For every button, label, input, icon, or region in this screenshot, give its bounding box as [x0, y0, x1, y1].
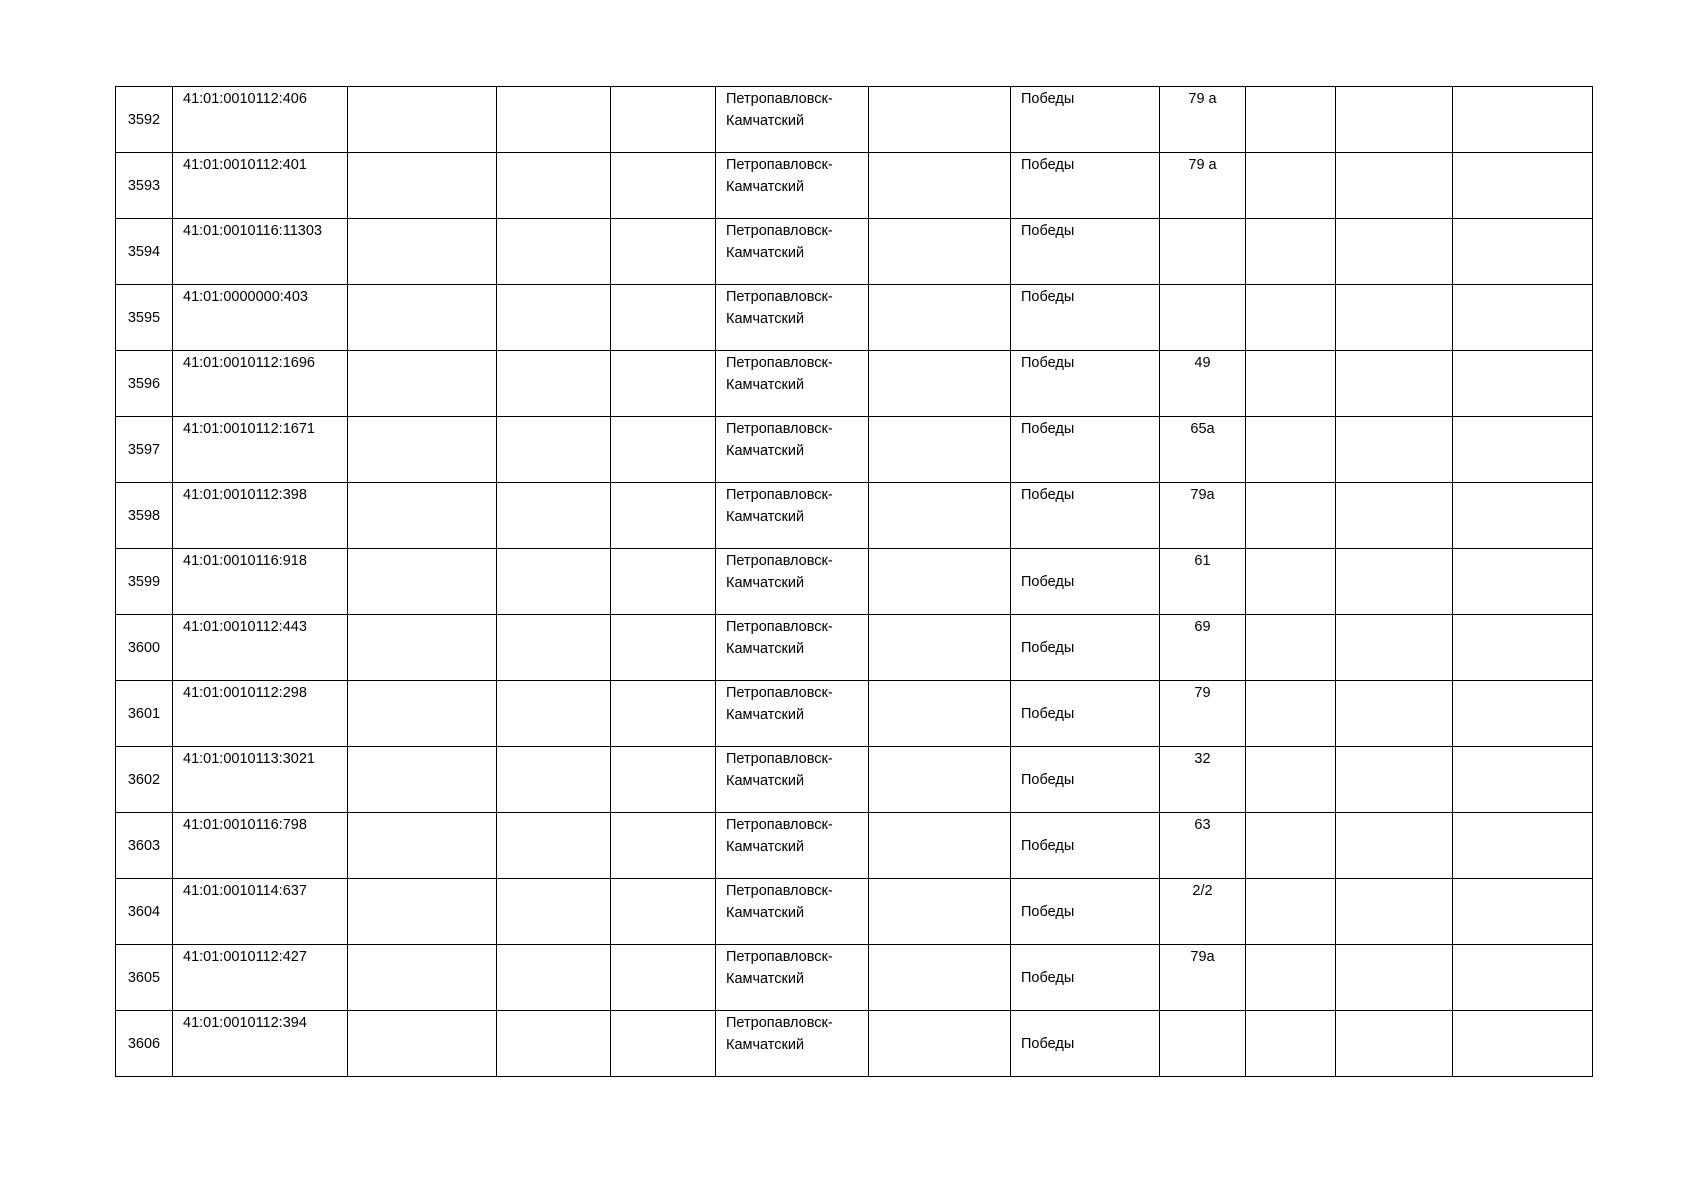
empty-cell [1453, 483, 1593, 549]
row-number-cell: 3605 [116, 945, 173, 1011]
city-name-line-2: Камчатский [726, 245, 805, 261]
city-name-line-2: Камчатский [726, 641, 805, 657]
table-row [116, 153, 1593, 219]
empty-cell [869, 615, 1011, 681]
city-name-line-1: Петропавловск- [726, 289, 833, 305]
empty-cell [1336, 615, 1453, 681]
house-number-cell: 79а [1160, 945, 1246, 1011]
house-number-cell: 63 [1160, 813, 1246, 879]
street-cell: Победы [1011, 483, 1160, 549]
empty-cell [1246, 285, 1336, 351]
empty-cell [1336, 285, 1453, 351]
cadastral-number-cell: 41:01:0010112:406 [173, 87, 348, 153]
city-cell [716, 1011, 869, 1077]
empty-cell [348, 945, 497, 1011]
city-name-line-1: Петропавловск- [726, 817, 833, 833]
house-number-cell: 79 [1160, 681, 1246, 747]
city-name-line-2: Камчатский [726, 377, 805, 393]
city-name-line-1: Петропавловск- [726, 421, 833, 437]
cadastral-number-cell: 41:01:0010114:637 [173, 879, 348, 945]
house-number-cell: 32 [1160, 747, 1246, 813]
empty-cell [1246, 945, 1336, 1011]
table-row [116, 879, 1593, 945]
table-row [116, 483, 1593, 549]
empty-cell [497, 615, 611, 681]
city-name-line-2: Камчатский [726, 311, 805, 327]
cadastral-number-cell: 41:01:0010116:11303 [173, 219, 348, 285]
row-number-cell: 3606 [116, 1011, 173, 1077]
empty-cell [497, 945, 611, 1011]
row-number-cell: 3600 [116, 615, 173, 681]
empty-cell [1246, 1011, 1336, 1077]
empty-cell [348, 747, 497, 813]
street-cell: Победы [1011, 615, 1160, 681]
empty-cell [1336, 417, 1453, 483]
empty-cell [611, 1011, 716, 1077]
empty-cell [1336, 945, 1453, 1011]
empty-cell [1336, 87, 1453, 153]
empty-cell [1453, 1011, 1593, 1077]
table-row [116, 681, 1593, 747]
empty-cell [1336, 219, 1453, 285]
city-cell [716, 87, 869, 153]
empty-cell [869, 483, 1011, 549]
empty-cell [497, 747, 611, 813]
city-name-line-2: Камчатский [726, 443, 805, 459]
cadastral-number-cell: 41:01:0000000:403 [173, 285, 348, 351]
empty-cell [869, 285, 1011, 351]
cadastral-number-cell: 41:01:0010112:394 [173, 1011, 348, 1077]
table-row [116, 747, 1593, 813]
city-name-line-1: Петропавловск- [726, 949, 833, 965]
empty-cell [611, 747, 716, 813]
table-row [116, 285, 1593, 351]
house-number-cell: 65а [1160, 417, 1246, 483]
city-cell [716, 219, 869, 285]
street-cell: Победы [1011, 945, 1160, 1011]
row-number-cell: 3604 [116, 879, 173, 945]
street-cell: Победы [1011, 351, 1160, 417]
empty-cell [1246, 153, 1336, 219]
empty-cell [348, 879, 497, 945]
empty-cell [1453, 549, 1593, 615]
empty-cell [1453, 747, 1593, 813]
empty-cell [497, 879, 611, 945]
empty-cell [1453, 351, 1593, 417]
empty-cell [1453, 219, 1593, 285]
city-name-line-1: Петропавловск- [726, 685, 833, 701]
street-cell: Победы [1011, 1011, 1160, 1077]
empty-cell [611, 945, 716, 1011]
empty-cell [348, 417, 497, 483]
street-cell: Победы [1011, 417, 1160, 483]
empty-cell [348, 87, 497, 153]
empty-cell [348, 153, 497, 219]
empty-cell [1453, 615, 1593, 681]
table-row [116, 615, 1593, 681]
empty-cell [1336, 483, 1453, 549]
empty-cell [1246, 87, 1336, 153]
empty-cell [611, 219, 716, 285]
empty-cell [348, 483, 497, 549]
city-cell [716, 417, 869, 483]
row-number-cell: 3593 [116, 153, 173, 219]
city-name-line-2: Камчатский [726, 839, 805, 855]
row-number-cell: 3596 [116, 351, 173, 417]
empty-cell [869, 681, 1011, 747]
table-row [116, 417, 1593, 483]
empty-cell [1246, 417, 1336, 483]
empty-cell [869, 813, 1011, 879]
empty-cell [869, 219, 1011, 285]
empty-cell [1336, 747, 1453, 813]
empty-cell [1246, 681, 1336, 747]
city-name-line-1: Петропавловск- [726, 223, 833, 239]
table-row [116, 351, 1593, 417]
cadastral-number-cell: 41:01:0010112:401 [173, 153, 348, 219]
street-cell: Победы [1011, 87, 1160, 153]
row-number-cell: 3597 [116, 417, 173, 483]
table-row [116, 945, 1593, 1011]
house-number-cell: 79 а [1160, 87, 1246, 153]
empty-cell [869, 747, 1011, 813]
empty-cell [869, 879, 1011, 945]
empty-cell [1336, 813, 1453, 879]
row-number-cell: 3594 [116, 219, 173, 285]
city-name-line-1: Петропавловск- [726, 91, 833, 107]
empty-cell [611, 351, 716, 417]
city-cell [716, 549, 869, 615]
empty-cell [348, 219, 497, 285]
street-cell: Победы [1011, 285, 1160, 351]
empty-cell [1246, 747, 1336, 813]
empty-cell [497, 549, 611, 615]
empty-cell [348, 549, 497, 615]
empty-cell [497, 417, 611, 483]
empty-cell [348, 285, 497, 351]
city-name-line-2: Камчатский [726, 707, 805, 723]
table-row [116, 219, 1593, 285]
street-cell: Победы [1011, 813, 1160, 879]
row-number-cell: 3595 [116, 285, 173, 351]
city-name-line-2: Камчатский [726, 575, 805, 591]
empty-cell [1453, 681, 1593, 747]
empty-cell [1246, 879, 1336, 945]
city-name-line-1: Петропавловск- [726, 883, 833, 899]
empty-cell [497, 87, 611, 153]
empty-cell [497, 1011, 611, 1077]
cadastral-number-cell: 41:01:0010112:398 [173, 483, 348, 549]
table-row [116, 1011, 1593, 1077]
cadastral-number-cell: 41:01:0010113:3021 [173, 747, 348, 813]
table-row [116, 87, 1593, 153]
empty-cell [1336, 681, 1453, 747]
city-cell [716, 615, 869, 681]
empty-cell [611, 87, 716, 153]
city-name-line-1: Петропавловск- [726, 355, 833, 371]
empty-cell [497, 219, 611, 285]
city-cell [716, 681, 869, 747]
city-cell [716, 879, 869, 945]
empty-cell [1453, 285, 1593, 351]
cadastral-number-cell: 41:01:0010112:1696 [173, 351, 348, 417]
empty-cell [869, 549, 1011, 615]
empty-cell [1453, 87, 1593, 153]
empty-cell [611, 681, 716, 747]
cadastral-number-cell: 41:01:0010112:443 [173, 615, 348, 681]
empty-cell [1246, 219, 1336, 285]
row-number-cell: 3602 [116, 747, 173, 813]
house-number-cell: 69 [1160, 615, 1246, 681]
empty-cell [1336, 879, 1453, 945]
empty-cell [1336, 549, 1453, 615]
house-number-cell: 49 [1160, 351, 1246, 417]
row-number-cell: 3601 [116, 681, 173, 747]
register-table [115, 86, 1593, 1077]
empty-cell [1246, 549, 1336, 615]
empty-cell [1246, 615, 1336, 681]
city-name-line-1: Петропавловск- [726, 553, 833, 569]
empty-cell [611, 417, 716, 483]
city-name-line-2: Камчатский [726, 509, 805, 525]
cadastral-number-cell: 41:01:0010116:918 [173, 549, 348, 615]
city-name-line-2: Камчатский [726, 773, 805, 789]
empty-cell [497, 285, 611, 351]
city-cell [716, 483, 869, 549]
empty-cell [1453, 417, 1593, 483]
empty-cell [1336, 153, 1453, 219]
empty-cell [348, 351, 497, 417]
street-cell: Победы [1011, 681, 1160, 747]
empty-cell [497, 483, 611, 549]
empty-cell [869, 417, 1011, 483]
empty-cell [348, 813, 497, 879]
empty-cell [348, 681, 497, 747]
empty-cell [869, 1011, 1011, 1077]
city-name-line-2: Камчатский [726, 113, 805, 129]
empty-cell [1453, 945, 1593, 1011]
empty-cell [611, 549, 716, 615]
empty-cell [1336, 351, 1453, 417]
empty-cell [497, 681, 611, 747]
empty-cell [1246, 483, 1336, 549]
empty-cell [611, 615, 716, 681]
street-cell: Победы [1011, 549, 1160, 615]
cadastral-number-cell: 41:01:0010116:798 [173, 813, 348, 879]
empty-cell [348, 1011, 497, 1077]
city-cell [716, 351, 869, 417]
city-name-line-2: Камчатский [726, 905, 805, 921]
city-name-line-1: Петропавловск- [726, 487, 833, 503]
row-number-cell: 3592 [116, 87, 173, 153]
house-number-cell: 61 [1160, 549, 1246, 615]
empty-cell [1453, 879, 1593, 945]
house-number-cell: 79 а [1160, 153, 1246, 219]
empty-cell [611, 813, 716, 879]
house-number-cell: 79а [1160, 483, 1246, 549]
street-cell: Победы [1011, 879, 1160, 945]
empty-cell [497, 813, 611, 879]
city-name-line-1: Петропавловск- [726, 1015, 833, 1031]
house-number-cell [1160, 219, 1246, 285]
table-row [116, 549, 1593, 615]
street-cell: Победы [1011, 153, 1160, 219]
house-number-cell [1160, 1011, 1246, 1077]
empty-cell [611, 879, 716, 945]
empty-cell [1246, 813, 1336, 879]
city-cell [716, 747, 869, 813]
empty-cell [611, 483, 716, 549]
empty-cell [611, 153, 716, 219]
empty-cell [348, 615, 497, 681]
empty-cell [611, 285, 716, 351]
city-name-line-1: Петропавловск- [726, 751, 833, 767]
city-cell [716, 153, 869, 219]
street-cell: Победы [1011, 219, 1160, 285]
city-name-line-2: Камчатский [726, 971, 805, 987]
city-name-line-1: Петропавловск- [726, 157, 833, 173]
cadastral-number-cell: 41:01:0010112:1671 [173, 417, 348, 483]
city-cell [716, 813, 869, 879]
cadastral-number-cell: 41:01:0010112:427 [173, 945, 348, 1011]
house-number-cell [1160, 285, 1246, 351]
house-number-cell: 2/2 [1160, 879, 1246, 945]
row-number-cell: 3598 [116, 483, 173, 549]
empty-cell [1336, 1011, 1453, 1077]
empty-cell [869, 945, 1011, 1011]
row-number-cell: 3603 [116, 813, 173, 879]
empty-cell [1453, 153, 1593, 219]
city-cell [716, 285, 869, 351]
city-name-line-2: Камчатский [726, 179, 805, 195]
empty-cell [1246, 351, 1336, 417]
city-name-line-1: Петропавловск- [726, 619, 833, 635]
empty-cell [869, 87, 1011, 153]
empty-cell [1453, 813, 1593, 879]
table-row [116, 813, 1593, 879]
empty-cell [869, 351, 1011, 417]
street-cell: Победы [1011, 747, 1160, 813]
city-name-line-2: Камчатский [726, 1037, 805, 1053]
row-number-cell: 3599 [116, 549, 173, 615]
empty-cell [497, 153, 611, 219]
cadastral-number-cell: 41:01:0010112:298 [173, 681, 348, 747]
empty-cell [497, 351, 611, 417]
empty-cell [869, 153, 1011, 219]
city-cell [716, 945, 869, 1011]
